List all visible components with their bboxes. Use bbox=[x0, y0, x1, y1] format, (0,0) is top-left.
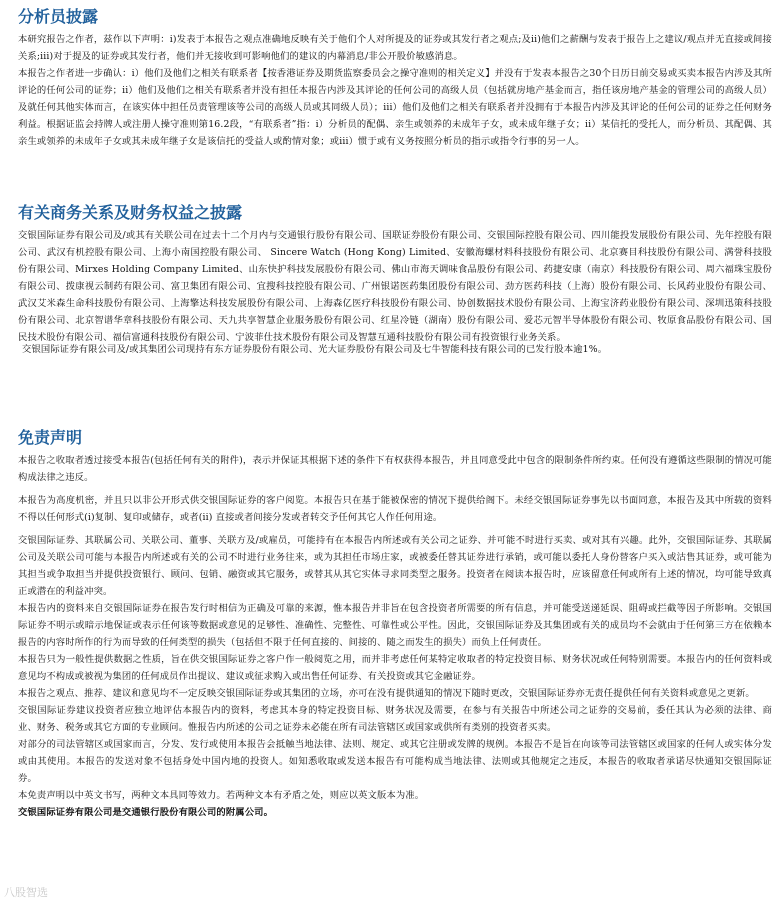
disclaimer-paragraph-4: 本报告内的资料来自交银国际证券在报告发行时相信为正确及可靠的来源，惟本报告并非旨在包含投资者所需要的所有信息，并可能受送递延误、阻碍或拦截等因子所影响。交银国际证券不明示或暗示地保证或表示任何该等数据或意见的足够性、准确性、完整性、可靠性或公平性。因此，交银国际证券及其集团或有关的成员均不会就由于任何第三方在依赖本报告的内容时所作的行为而导致的任何类型的损失（包括但不限于任何直接的、间接的、随之而发生的损失）而负上任何责任。 bbox=[18, 603, 772, 648]
disclaimer-paragraph-1: 本报告之收取者透过接受本报告(包括任何有关的附件)，表示并保证其根据下述的条件下有权获得本报告，并且同意受此中包含的限制条件所约束。任何没有遵循这些限制的情况可能构成法律之违反。 bbox=[18, 455, 772, 483]
disclaimer-paragraph-9: 本免责声明以中英文书写，两种文本具同等效力。若两种文本有矛盾之处，则应以英文版本为准。 bbox=[18, 790, 425, 801]
disclaimer-paragraph-8: 对部分的司法管辖区或国家而言，分发、发行或使用本报告会抵触当地法律、法则、规定、或其它注册或发牌的规例。本报告不是旨在向该等司法管辖区或国家的任何人或实体分发或由其使用。本报告的发送对象不包括身处中国内地的投资人。如知悉收取或发送本报告有可能构成当地法律、法则或其他规定之违反，本报告的收取者承诺尽快通知交银国际证券。 bbox=[18, 739, 772, 784]
shareholding-note: 交银国际证券有限公司及/或其集团公司现持有东方证券股份有限公司、光大证券股份有限公司及七牛智能科技有限公司的已发行股本逾1%。 bbox=[22, 344, 608, 355]
analyst-disclosure-section bbox=[18, 7, 772, 150]
disclaimer-paragraph-7: 交银国际证券建议投资者应独立地评估本报告内的资料，考虑其本身的特定投资目标、财务状况及需要，在参与有关报告中所述公司之证券的交易前，委任其认为必须的法律、商业、财务、税务或其它方面的专业顾问。惟报告内所述的公司之证券未必能在所有司法管辖区或国家或供所有类别的投资者买卖。 bbox=[18, 705, 772, 733]
business-relationship-title: 有关商务关系及财务权益之披露 bbox=[18, 203, 243, 222]
business-relationship-section bbox=[18, 203, 772, 346]
disclaimer-paragraph-5: 本报告只为一般性提供数据之性质，旨在供交银国际证券之客户作一般阅览之用，而并非考虑任何某特定收取者的特定投资目标、财务状况或任何特别需要。本报告内的任何资料或意见均不构成或被视为集团的任何成员作出提议、建议或征求购入或出售任何证券、有关投资或其它金融证券。 bbox=[18, 654, 772, 682]
disclaimer-paragraph-6: 本报告之观点、推荐、建议和意见均不一定反映交银国际证券或其集团的立场，亦可在没有提供通知的情况下随时更改，交银国际证券亦无责任提供任何有关资料或意见之更新。 bbox=[18, 688, 755, 699]
disclaimer-section bbox=[18, 428, 772, 821]
disclaimer-paragraph-3: 交银国际证券、其联属公司、关联公司、董事、关联方及/或雇员，可能持有在本报告内所述或有关公司之证券、并可能不时进行买卖、或对其有兴趣。此外，交银国际证券、其联属公司及关联公司可能与本报告内所述或有关的公司不时进行业务往来，或为其担任市场庄家，或被委任替其证券进行承销，或可能以委托人身份替客户买入或沽售其证券，或可能为其担当或争取担当并提供投资银行、顾问、包销、融资或其它服务，或替其从其它实体寻求同类型之服务。投资者在阅读本报告时，应该留意任何或所有上述的情况，均可能导致真正或潜在的利益冲突。 bbox=[18, 535, 772, 597]
business-paragraph-1: 交银国际证券有限公司及/或其有关联公司在过去十二个月内与交通银行股份有限公司、国联证券股份有限公司、交银国际控股有限公司、四川能投发展股份有限公司、先年控股有限公司、武汉有机控股有限公司、上海小南国控股有限公司、 Sincere Watch (Hong Kong) Limited、安徽海螺材料科技股份有限公司、北京赛目科技股份有限公司、满誉科技股份有限公司、Mirxes Holding Company Limited、山东快护科技发展股份有限公司、佛山市海天调味食品股份有限公司、药捷安康（南京）科技股份有限公司、周六福珠宝股份有限公司、拨康视云制药有限公司、富卫集团有限公司、宜搜科技控股有限公司、广州银诺医药集团股份有限公司、劲方医药科技（上海）股份有限公司、长风药业股份有限公司、武汉艾米森生命科技股份有限公司、上海擎达科技发展股份有限公司、上海森亿医疗科技股份有限公司、协创数据技术股份有限公司、上海宝济药业股份有限公司、深圳迅策科技股份有限公司、北京智谱华章科技股份有限公司、天九共享智慧企业服务股份有限公司、红星冷链（湖南）股份有限公司、爱芯元智半导体股份有限公司、牧原食品股份有限公司、国民技术股份有限公司、福信富通科技股份有限公司、宁波菲仕技术股份有限公司及智慧互通科技股份有限公司有投资银行业务关系。 bbox=[18, 230, 772, 343]
analyst-paragraph-2: 本报告之作者进一步确认：i）他们及他们之相关有联系者【按香港证券及期货监察委员会之操守准则的相关定义】并没有于发表本报告之30个日历日前交易或买卖本报告内涉及其所评论的任何公司的证券；ii）他们及他们之相关有联系者并没有担任本报告内涉及其评论的任何公司的高级人员（包括就房地产基金而言，指任该房地产基金的管理公司的高级人员）及就任何其他实体而言，在该实体中担任员责管理该等公司的高级人员或其同级人员）；iii）他们及他们之相关有联系者并没拥有于本报告内涉及其评论的任何公司的证券之任何财务利益。根据证监会持牌人或注册人操守准则第16.2段，“有联系者”指：i）分析员的配偶、亲生或领养的未成年子女，或未成年继子女；ii）某信托的受托人，而分析员、其配偶、其亲生或领养的未成年子女或其未成年继子女是该信托的受益人或酌情对象；或iii）惯于或有义务按照分析员的指示或指令行事的另一人。 bbox=[18, 68, 772, 147]
subsidiary-statement: 交银国际证券有限公司是交通银行股份有限公司的附属公司。 bbox=[18, 807, 274, 818]
disclaimer-paragraph-2: 本报告为高度机密，并且只以非公开形式供交银国际证券的客户阅览。本报告只在基于能被保密的情况下提供给阁下。未经交银国际证券事先以书面同意，本报告及其中所载的资料不得以任何形式(i)复制、复印或储存，或者(ii) 直接或者间接分发或者转交予任何其它人作任何用途。 bbox=[18, 495, 772, 523]
analyst-disclosure-title: 分析员披露 bbox=[18, 7, 99, 26]
shareholding-note-block bbox=[22, 341, 772, 358]
analyst-paragraph-1: 本研究报告之作者，兹作以下声明：i)发表于本报告之观点准确地反映有关于他们个人对所提及的证券或其发行者之观点;及ii)他们之薪酬与发表于报告上之建议/观点并无直接或间接关系;iii)对于提及的证券或其发行者，他们并无接收到可影响他们的建议的内幕消息/非公开股价敏感消息。 bbox=[18, 34, 772, 62]
disclaimer-title: 免责声明 bbox=[18, 428, 83, 447]
watermark-text: 八股智选 bbox=[4, 886, 48, 899]
